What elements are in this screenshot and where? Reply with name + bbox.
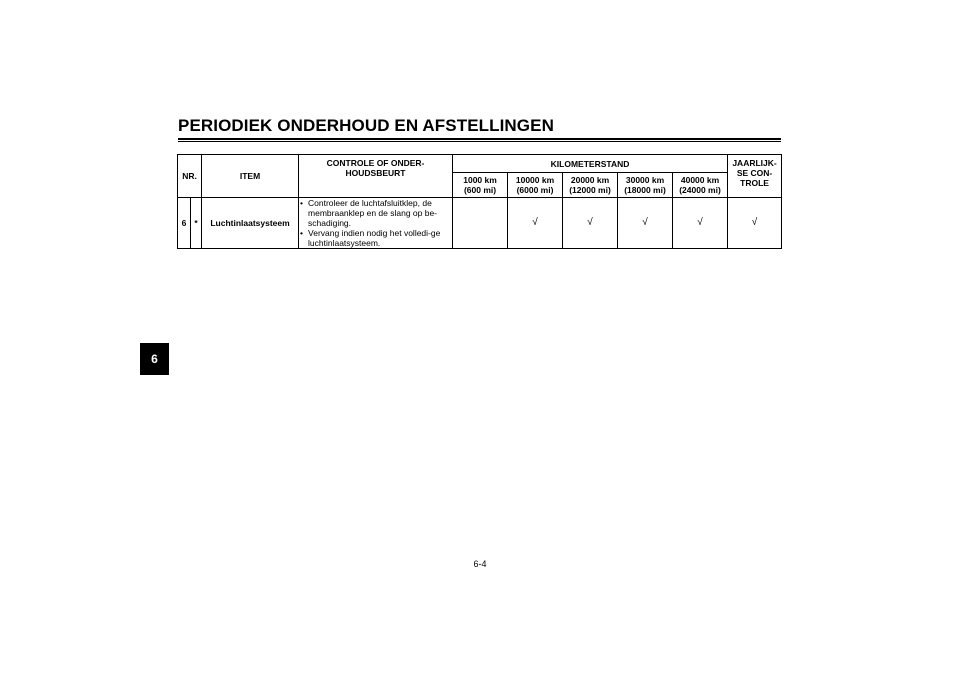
interval-mark: √ (618, 198, 673, 249)
interval-header (508, 173, 563, 198)
header-nr: NR. (178, 155, 202, 198)
interval-mark: √ (508, 198, 563, 249)
header-checks: CONTROLE OF ONDER- HOUDSBEURT (299, 155, 453, 198)
table-row (178, 198, 782, 249)
interval-mi: (18000 mi) (624, 185, 666, 195)
interval-header (618, 173, 673, 198)
interval-km: 30000 km (625, 175, 665, 185)
page-title: PERIODIEK ONDERHOUD EN AFSTELLINGEN (178, 116, 554, 135)
interval-km: 20000 km (570, 175, 610, 185)
maintenance-table (177, 154, 782, 249)
annual-mark: √ (728, 198, 782, 249)
interval-mi: (600 mi) (463, 185, 497, 195)
interval-mark (453, 198, 508, 249)
interval-header (563, 173, 618, 198)
interval-mark: √ (563, 198, 618, 249)
row-checks (299, 198, 453, 249)
interval-header (673, 173, 728, 198)
header-item: ITEM (202, 155, 299, 198)
interval-header (453, 173, 508, 198)
interval-mi: (12000 mi) (569, 185, 611, 195)
header-odometer: KILOMETERSTAND (453, 155, 728, 173)
page-number: 6-4 (473, 559, 487, 569)
title-rule (178, 138, 781, 140)
interval-km: 10000 km (515, 175, 555, 185)
interval-mark: √ (673, 198, 728, 249)
chapter-tab[interactable]: 6 (140, 343, 169, 375)
check-bullet: • Controleer de luchtafsluitklep, de membraanklep en de slang op be-schadiging. (299, 198, 452, 228)
row-mark: * (191, 198, 202, 249)
interval-mi: (6000 mi) (516, 185, 554, 195)
interval-mi: (24000 mi) (679, 185, 721, 195)
header-annual-check: JAARLIJK- SE CON- TROLE (728, 155, 782, 198)
check-bullet: • Vervang indien nodig het volledi-ge luchtinlaatsysteem. (299, 228, 452, 248)
row-item: Luchtinlaatsysteem (202, 198, 299, 249)
interval-km: 1000 km (463, 175, 497, 185)
row-number: 6 (178, 198, 191, 249)
interval-km: 40000 km (680, 175, 720, 185)
title-rule-thin (178, 141, 781, 142)
